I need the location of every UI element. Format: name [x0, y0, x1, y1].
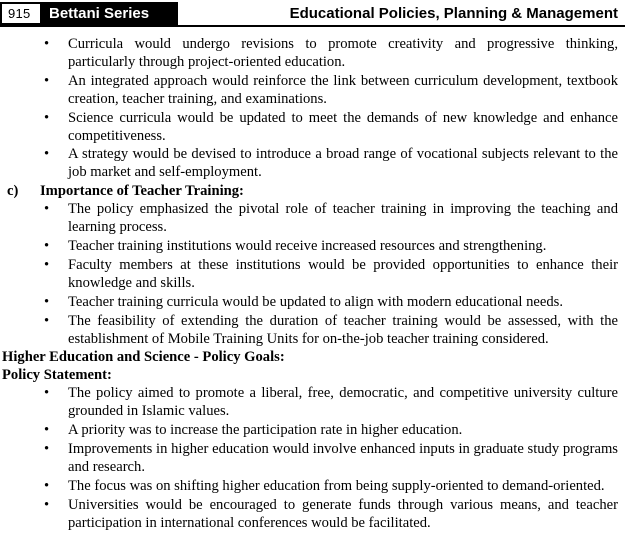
section-label: c): [7, 183, 19, 200]
list-item: • Improvements in higher education would involve enhanced inputs in graduate study programs and research.: [68, 441, 618, 477]
list-item: • Faculty members at these institutions would be provided opportunities to enhance their knowledge and skills.: [68, 257, 618, 293]
page-content: [0, 27, 625, 532]
list-item: • The policy emphasized the pivotal role of teacher training in improving the teaching and learning process.: [68, 201, 618, 237]
page-number: 915: [0, 2, 40, 25]
section-heading-text: Importance of Teacher Training:: [40, 183, 244, 200]
series-badge: Bettani Series: [40, 2, 178, 25]
teacher-training-bullet-list: [0, 201, 618, 348]
list-item: • Science curricula would be updated to meet the demands of new knowledge and enhance competitiveness.: [68, 110, 618, 146]
list-item: • The policy aimed to promote a liberal, free, democratic, and competitive university culture grounded in Islamic values.: [68, 385, 618, 421]
list-item: • A priority was to increase the participation rate in higher education.: [68, 422, 618, 440]
section-heading-policy-statement: Policy Statement:: [2, 367, 112, 384]
list-item: • Teacher training institutions would receive increased resources and strengthening.: [68, 238, 618, 256]
section-heading-teacher-training: [0, 183, 618, 201]
section-heading-higher-education: Higher Education and Science - Policy Goals:: [2, 349, 285, 366]
list-item: • The focus was on shifting higher education from being supply-oriented to demand-oriented.: [68, 478, 618, 496]
list-item: • A strategy would be devised to introduce a broad range of vocational subjects relevant to the job market and self-employment.: [68, 146, 618, 182]
policy-statement-bullet-list: [0, 385, 618, 532]
document-title: Educational Policies, Planning & Management: [289, 5, 618, 22]
page-header: [0, 2, 625, 25]
list-item: • Curricula would undergo revisions to promote creativity and progressive thinking, particularly through project-oriented education.: [68, 36, 618, 72]
list-item: • An integrated approach would reinforce the link between curriculum development, textbook creation, teacher training, and examinations.: [68, 73, 618, 109]
curriculum-bullet-list: [0, 36, 618, 182]
list-item: • Universities would be encouraged to generate funds through various means, and teacher participation in international conferences would be facilitated.: [68, 497, 618, 533]
list-item: • Teacher training curricula would be updated to align with modern educational needs.: [68, 294, 618, 312]
list-item: • The feasibility of extending the duration of teacher training would be assessed, with the establishment of Mobile Training Units for on-the-job teacher training considered.: [68, 313, 618, 349]
